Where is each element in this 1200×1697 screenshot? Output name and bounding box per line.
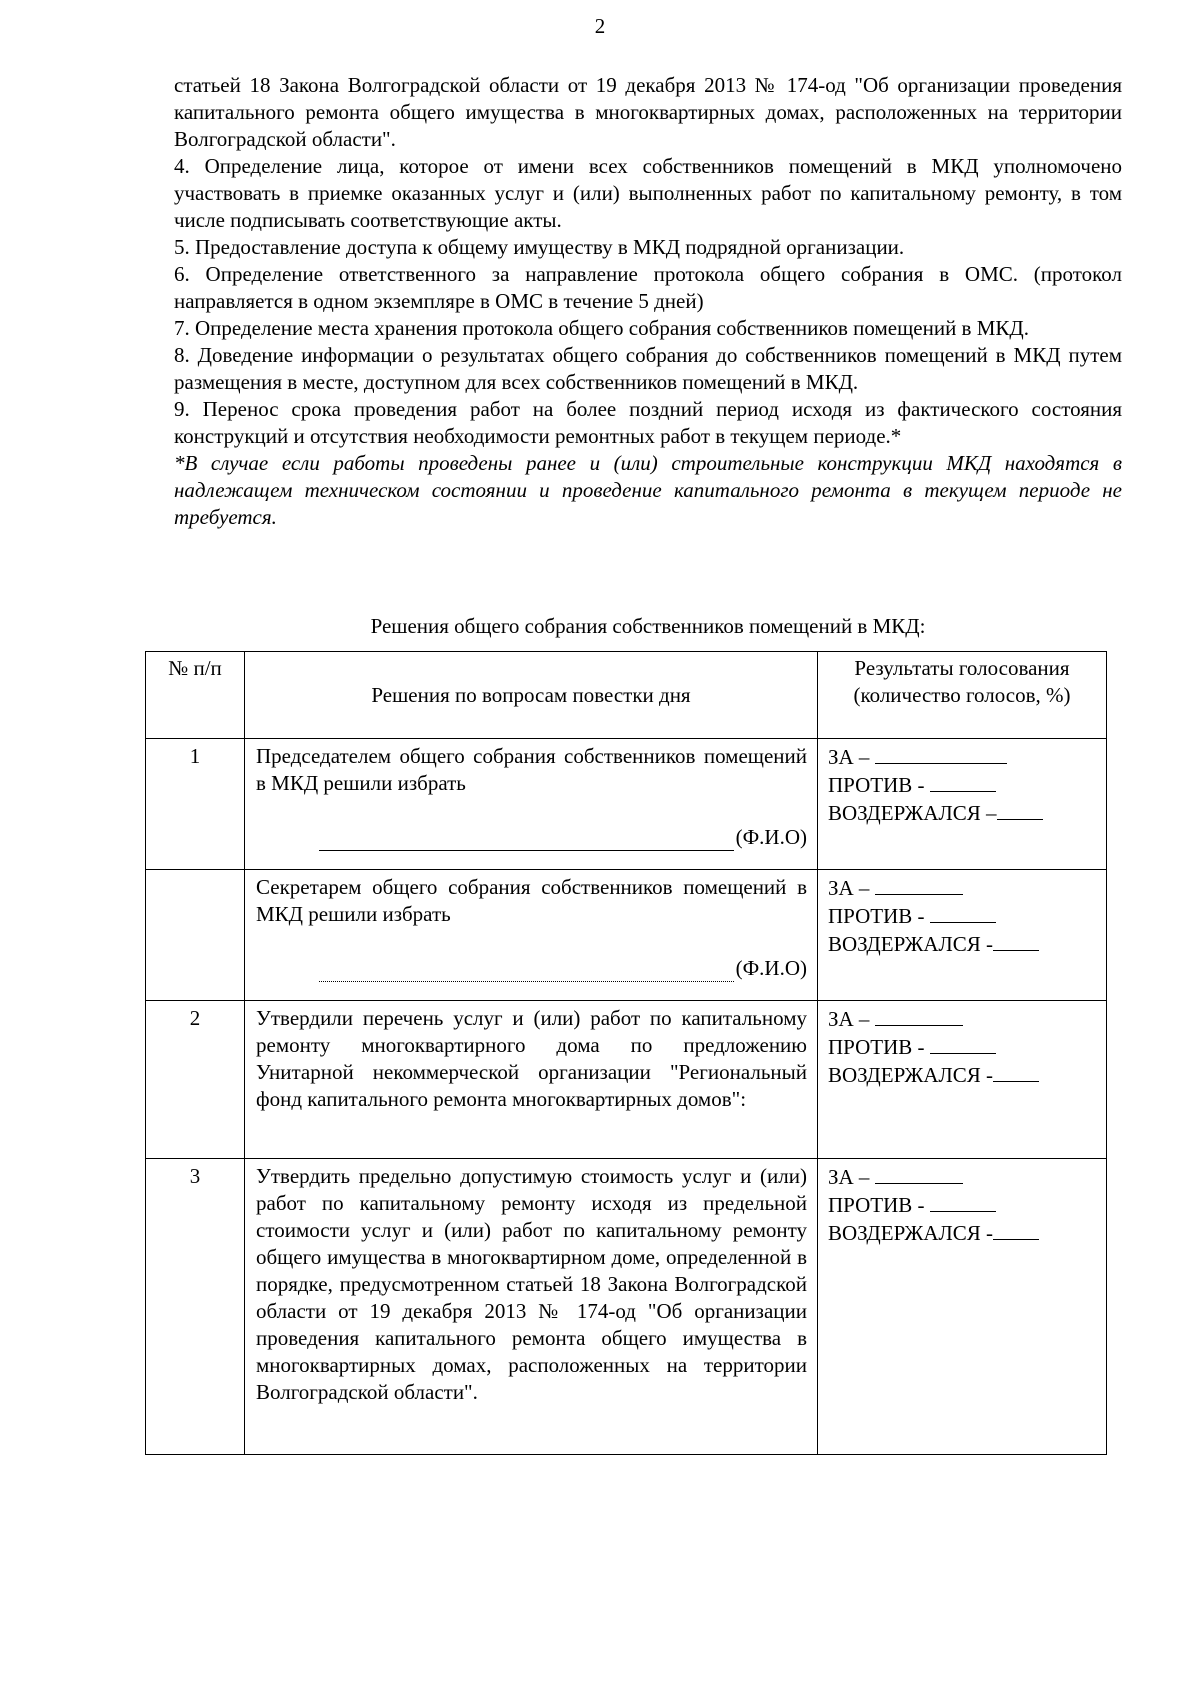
vote-abstain: ВОЗДЕРЖАЛСЯ - [828, 930, 1100, 958]
paragraph-item-6: 6. Определение ответственного за направление протокола общего собрания в ОМС. (протокол направляется в одном экземпляре в ОМС в течение 5 дней) [174, 262, 1122, 313]
fio-underline[interactable] [319, 828, 734, 851]
row-decision [245, 870, 818, 1001]
paragraph-item-5: 5. Предоставление доступа к общему имуществу в МКД подрядной организации. [174, 235, 905, 259]
decision-text: Утвердили перечень услуг и (или) работ по капитальному ремонту многоквартирного дома по предложению Унитарной некоммерческой организации "Региональный фонд капитального ремонта многоквартирных домов": [256, 1006, 807, 1111]
table-row [146, 1159, 1107, 1455]
row-result [818, 870, 1107, 1001]
vote-against: ПРОТИВ - [828, 1191, 1100, 1219]
paragraph-item-4: 4. Определение лица, которое от имени всех собственников помещений в МКД уполномочено участвовать в приемке оказанных услуг и (или) выполненных работ по капитальному ремонту, в том числе подписывать соответствующие акты. [174, 154, 1122, 232]
vote-abstain: ВОЗДЕРЖАЛСЯ - [828, 1219, 1100, 1247]
paragraph-item-8: 8. Доведение информации о результатах общего собрания до собственников помещений в МКД путем размещения в месте, доступном для всех собственников помещений в МКД. [174, 343, 1122, 394]
vote-abstain-blank[interactable] [993, 1219, 1039, 1240]
row-result [818, 1001, 1107, 1159]
fio-blank[interactable] [256, 824, 807, 851]
vote-against: ПРОТИВ - [828, 902, 1100, 930]
vote-for-blank[interactable] [875, 1163, 963, 1184]
vote-for-blank[interactable] [875, 743, 1007, 764]
decisions-table [145, 651, 1107, 1455]
table-row [146, 870, 1107, 1001]
fio-label: (Ф.И.О) [735, 825, 807, 849]
vote-abstain-blank[interactable] [997, 799, 1043, 820]
row-num [146, 870, 245, 1001]
decision-text: Утвердить предельно допустимую стоимость услуг и (или) работ по капитальному ремонту исходя из предельной стоимости услуг и (или) работ по капитальному ремонту общего имущества в многоквартирном доме, определенной в порядке, предусмотренном статьей 18 Закона Волгоградской области от 19 декабря 2013 № 174-од "Об организации проведения капитального ремонта общего имущества в многоквартирных домах, расположенных на территории Волгоградской области". [256, 1164, 807, 1404]
vote-against-blank[interactable] [930, 771, 996, 792]
footnote-note: *В случае если работы проведены ранее и (или) строительные конструкции МКД находятся в надлежащем техническом состоянии и проведение капитального ремонта в текущем периоде не требуется. [174, 451, 1122, 529]
paragraph-item-9: 9. Перенос срока проведения работ на более поздний период исходя из фактического состояния конструкций и отсутствия необходимости ремонтных работ в текущем периоде.* [174, 397, 1122, 448]
vote-for-blank[interactable] [875, 874, 963, 895]
vote-against: ПРОТИВ - [828, 1033, 1100, 1061]
vote-against-blank[interactable] [930, 1191, 996, 1212]
row-decision [245, 1001, 818, 1159]
row-decision [245, 1159, 818, 1455]
paragraph-continuation: статьей 18 Закона Волгоградской области от 19 декабря 2013 № 174-од "Об организации проведения капитального ремонта общего имущества в многоквартирных домах, расположенных на территории Волгоградской области". [174, 73, 1122, 151]
vote-for: ЗА – [828, 874, 1100, 902]
table-row [146, 739, 1107, 870]
vote-for: ЗА – [828, 743, 1100, 771]
decision-text: Секретарем общего собрания собственников помещений в МКД решили избрать [256, 875, 807, 926]
header-num: № п/п [146, 652, 245, 739]
vote-abstain: ВОЗДЕРЖАЛСЯ - [828, 1061, 1100, 1089]
vote-for: ЗА – [828, 1163, 1100, 1191]
vote-for: ЗА – [828, 1005, 1100, 1033]
vote-abstain-blank[interactable] [993, 1061, 1039, 1082]
fio-underline[interactable] [319, 959, 734, 982]
table-caption: Решения общего собрания собственников помещений в МКД: [370, 614, 926, 638]
page-number: 2 [594, 14, 606, 38]
fio-label: (Ф.И.О) [735, 956, 807, 980]
row-result [818, 739, 1107, 870]
header-result: Результаты голосования (количество голосов, %) [818, 652, 1107, 739]
table-header-row [146, 652, 1107, 739]
row-num: 3 [146, 1159, 245, 1455]
row-result [818, 1159, 1107, 1455]
vote-abstain: ВОЗДЕРЖАЛСЯ – [828, 799, 1100, 827]
paragraph-item-7: 7. Определение места хранения протокола общего собрания собственников помещений в МКД. [174, 316, 1029, 340]
decision-text: Председателем общего собрания собственников помещений в МКД решили избрать [256, 744, 807, 795]
vote-against-blank[interactable] [930, 1033, 996, 1054]
body-text [174, 72, 1122, 531]
vote-against: ПРОТИВ - [828, 771, 1100, 799]
row-num: 1 [146, 739, 245, 870]
fio-blank[interactable] [256, 955, 807, 982]
row-decision [245, 739, 818, 870]
vote-for-blank[interactable] [875, 1005, 963, 1026]
vote-abstain-blank[interactable] [993, 930, 1039, 951]
vote-against-blank[interactable] [930, 902, 996, 923]
header-decision: Решения по вопросам повестки дня [245, 652, 818, 739]
row-num: 2 [146, 1001, 245, 1159]
table-row [146, 1001, 1107, 1159]
